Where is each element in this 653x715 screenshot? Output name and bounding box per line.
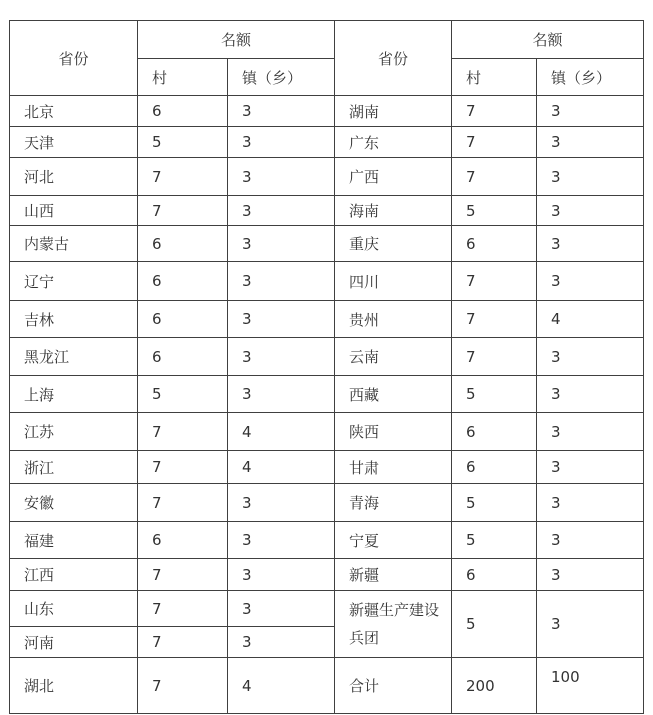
table-row [10,96,644,127]
village-count: 7 [138,484,228,522]
town-count: 3 [537,338,644,376]
village-count: 5 [138,127,228,158]
table-row [10,127,644,158]
town-count: 3 [228,591,335,627]
province-cell: 湖南 [335,96,452,127]
quota-header-right: 名额 [452,21,644,59]
table-row [10,484,644,522]
village-count: 7 [452,127,537,158]
quota-header-left: 名额 [138,21,335,59]
province-cell: 海南 [335,196,452,226]
village-count: 6 [452,226,537,262]
town-count: 3 [537,127,644,158]
province-cell: 新疆 [335,559,452,591]
table-row [10,451,644,484]
village-count: 6 [452,559,537,591]
town-count: 3 [228,484,335,522]
province-cell: 浙江 [10,451,138,484]
village-count: 7 [138,658,228,714]
province-cell: 北京 [10,96,138,127]
town-count: 3 [537,591,644,658]
village-header-right: 村 [452,59,537,96]
town-count: 3 [228,127,335,158]
town-count: 3 [228,301,335,338]
province-cell: 福建 [10,522,138,559]
table-row [10,522,644,559]
province-header-left: 省份 [10,21,138,96]
village-count: 7 [138,413,228,451]
province-cell: 山东 [10,591,138,627]
province-cell: 新疆生产建设兵团 [335,591,452,658]
town-count: 4 [537,301,644,338]
village-count: 7 [452,301,537,338]
town-count: 3 [228,158,335,196]
town-count: 3 [228,262,335,301]
header-row [10,21,644,59]
town-count: 3 [537,559,644,591]
quota-table [9,20,644,714]
town-count: 3 [537,484,644,522]
village-count: 6 [452,413,537,451]
town-count: 3 [537,158,644,196]
province-cell: 河南 [10,627,138,658]
village-count: 7 [138,559,228,591]
province-cell: 青海 [335,484,452,522]
province-cell: 黑龙江 [10,338,138,376]
town-header-right: 镇（乡） [537,59,644,96]
town-header-left: 镇（乡） [228,59,335,96]
village-count: 6 [138,262,228,301]
village-count: 7 [452,96,537,127]
village-count: 7 [452,262,537,301]
village-count: 7 [138,451,228,484]
table-row [10,338,644,376]
village-header-left: 村 [138,59,228,96]
table-row [10,376,644,413]
province-header-right: 省份 [335,21,452,96]
province-cell: 陕西 [335,413,452,451]
province-cell: 四川 [335,262,452,301]
table-row [10,591,644,627]
village-count: 7 [138,158,228,196]
province-cell: 安徽 [10,484,138,522]
table-row [10,559,644,591]
town-count: 4 [228,413,335,451]
total-village-count: 200 [452,658,537,714]
village-count: 6 [138,226,228,262]
village-count: 6 [138,96,228,127]
town-count: 3 [228,196,335,226]
town-count: 3 [537,96,644,127]
province-cell: 天津 [10,127,138,158]
town-count: 3 [537,196,644,226]
village-count: 7 [452,338,537,376]
province-cell: 贵州 [335,301,452,338]
village-count: 7 [138,591,228,627]
province-cell: 重庆 [335,226,452,262]
province-cell: 西藏 [335,376,452,413]
town-count: 3 [537,226,644,262]
province-cell: 广东 [335,127,452,158]
province-cell: 山西 [10,196,138,226]
table-row [10,413,644,451]
table-row [10,226,644,262]
province-cell: 内蒙古 [10,226,138,262]
town-count: 4 [228,658,335,714]
table-row [10,196,644,226]
total-town-count: 100 [537,658,644,714]
town-count: 3 [537,413,644,451]
province-cell: 甘肃 [335,451,452,484]
town-count: 3 [228,559,335,591]
village-count: 7 [138,627,228,658]
province-cell: 河北 [10,158,138,196]
province-cell: 云南 [335,338,452,376]
village-count: 5 [138,376,228,413]
town-count: 3 [228,226,335,262]
province-cell: 广西 [335,158,452,196]
total-row [10,658,644,714]
total-label: 合计 [335,658,452,714]
village-count: 6 [138,301,228,338]
province-cell: 江西 [10,559,138,591]
province-cell: 江苏 [10,413,138,451]
village-count: 7 [452,158,537,196]
town-count: 3 [228,627,335,658]
table-row [10,301,644,338]
town-count: 3 [537,522,644,559]
village-count: 6 [138,338,228,376]
town-count: 4 [228,451,335,484]
village-count: 5 [452,484,537,522]
village-count: 5 [452,522,537,559]
village-count: 6 [452,451,537,484]
village-count: 6 [138,522,228,559]
village-count: 5 [452,376,537,413]
table-row [10,262,644,301]
province-cell: 辽宁 [10,262,138,301]
village-count: 5 [452,196,537,226]
province-cell: 上海 [10,376,138,413]
village-count: 7 [138,196,228,226]
town-count: 3 [537,451,644,484]
province-cell: 湖北 [10,658,138,714]
province-cell: 吉林 [10,301,138,338]
village-count: 5 [452,591,537,658]
province-cell: 宁夏 [335,522,452,559]
town-count: 3 [228,96,335,127]
town-count: 3 [537,376,644,413]
town-count: 3 [228,376,335,413]
town-count: 3 [537,262,644,301]
town-count: 3 [228,338,335,376]
town-count: 3 [228,522,335,559]
table-row [10,158,644,196]
